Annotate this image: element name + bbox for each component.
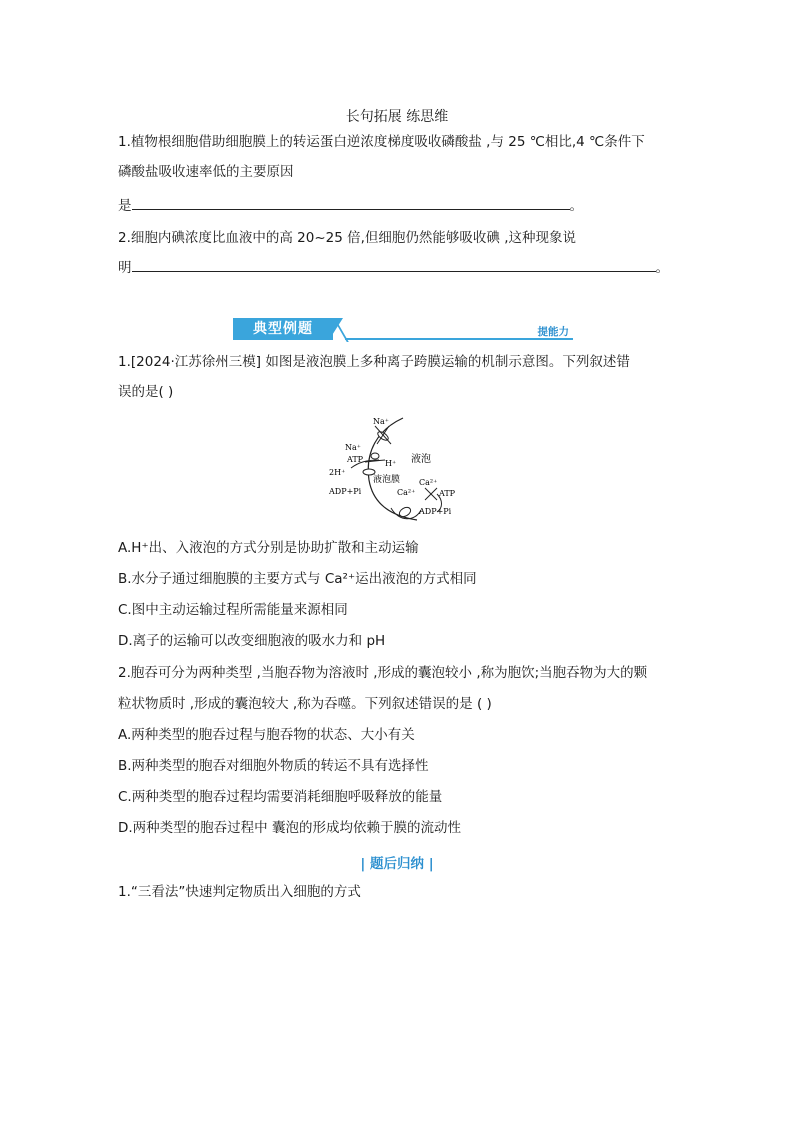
question-1-line-2: 磷酸盐吸收速率低的主要原因: [118, 164, 294, 180]
example-1-option-b[interactable]: B.水分子通过细胞膜的主要方式与 Ca²⁺运出液泡的方式相同: [118, 571, 477, 587]
banner-tag: 提能力: [537, 326, 569, 338]
label-ca-right: Ca²⁺: [419, 478, 438, 487]
vacuole-membrane-curve: [368, 418, 417, 520]
example-2-line-1: 2.胞吞可分为两种类型 ,当胞吞物为溶液时 ,形成的囊泡较小 ,称为胞饮;当胞吞物为大的颗: [118, 665, 648, 681]
answer-prefix: 明: [118, 260, 132, 276]
answer-prefix: 是: [118, 198, 132, 214]
example-2-option-c[interactable]: C.两种类型的胞吞过程均需要消耗细胞呼吸释放的能量: [118, 789, 443, 805]
transporter-bottom: [391, 506, 421, 519]
label-na-top: Na⁺: [373, 417, 389, 426]
example-1-line-1: 1.[2024·江苏徐州三模] 如图是液泡膜上多种离子跨膜运输的机制示意图。下列叙述错: [118, 354, 630, 370]
example-2-line-2: 粒状物质时 ,形成的囊泡较大 ,称为吞噬。下列叙述错误的是 ( ): [118, 696, 492, 712]
example-1-option-c[interactable]: C.图中主动运输过程所需能量来源相同: [118, 602, 348, 618]
answer-suffix: 。: [569, 198, 583, 214]
example-1-line-2: 误的是( ): [118, 384, 174, 400]
transporter-right: [425, 488, 437, 500]
question-1-answer-line: [118, 196, 583, 216]
example-1-option-a[interactable]: A.H⁺出、入液泡的方式分别是协助扩散和主动运输: [118, 540, 419, 556]
question-2-line-1: 2.细胞内碘浓度比血液中的高 20~25 倍,但细胞仍然能够吸收碘 ,这种现象说: [118, 230, 577, 246]
label-h-plus: H⁺: [385, 459, 397, 468]
label-atp-right: ATP: [439, 489, 456, 498]
label-adp-right: ADP+Pi: [419, 507, 452, 516]
question-1-line-1: 1.植物根细胞借助细胞膜上的转运蛋白逆浓度梯度吸收磷酸盐 ,与 25 ℃相比,4 ℃条件下: [118, 134, 645, 150]
section-banner: [233, 318, 573, 344]
answer-suffix: 。: [655, 260, 669, 276]
answer-blank[interactable]: [132, 196, 570, 210]
question-2-answer-line: [118, 258, 669, 278]
transporter-middle: [363, 453, 385, 475]
section-title: 长句拓展 练思维: [345, 109, 449, 125]
label-2h: 2H⁺: [329, 468, 346, 477]
label-atp-left: ATP: [347, 455, 364, 464]
label-adp-left: ADP+Pi: [329, 487, 362, 496]
summary-heading: | 题后归纳 |: [360, 856, 434, 872]
label-vacuole: 液泡: [411, 454, 431, 465]
example-2-option-d[interactable]: D.两种类型的胞吞过程中 囊泡的形成均依赖于膜的流动性: [118, 820, 461, 836]
label-na-left: Na⁺: [345, 443, 361, 452]
label-ca-lower: Ca²⁺: [397, 488, 416, 497]
answer-blank[interactable]: [132, 258, 656, 272]
transporter-top: [375, 426, 391, 444]
example-1-option-d[interactable]: D.离子的运输可以改变细胞液的吸水力和 pH: [118, 633, 386, 649]
example-2-option-b[interactable]: B.两种类型的胞吞对细胞外物质的转运不具有选择性: [118, 758, 429, 774]
summary-item-1: 1.“三看法”快速判定物质出入细胞的方式: [118, 884, 361, 900]
banner-title: 典型例题: [233, 318, 333, 340]
label-membrane: 液泡膜: [373, 475, 401, 485]
figure-svg: [325, 412, 475, 524]
example-2-option-a[interactable]: A.两种类型的胞吞过程与胞吞物的状态、大小有关: [118, 727, 415, 743]
vacuole-ion-transport-figure: [325, 412, 475, 524]
